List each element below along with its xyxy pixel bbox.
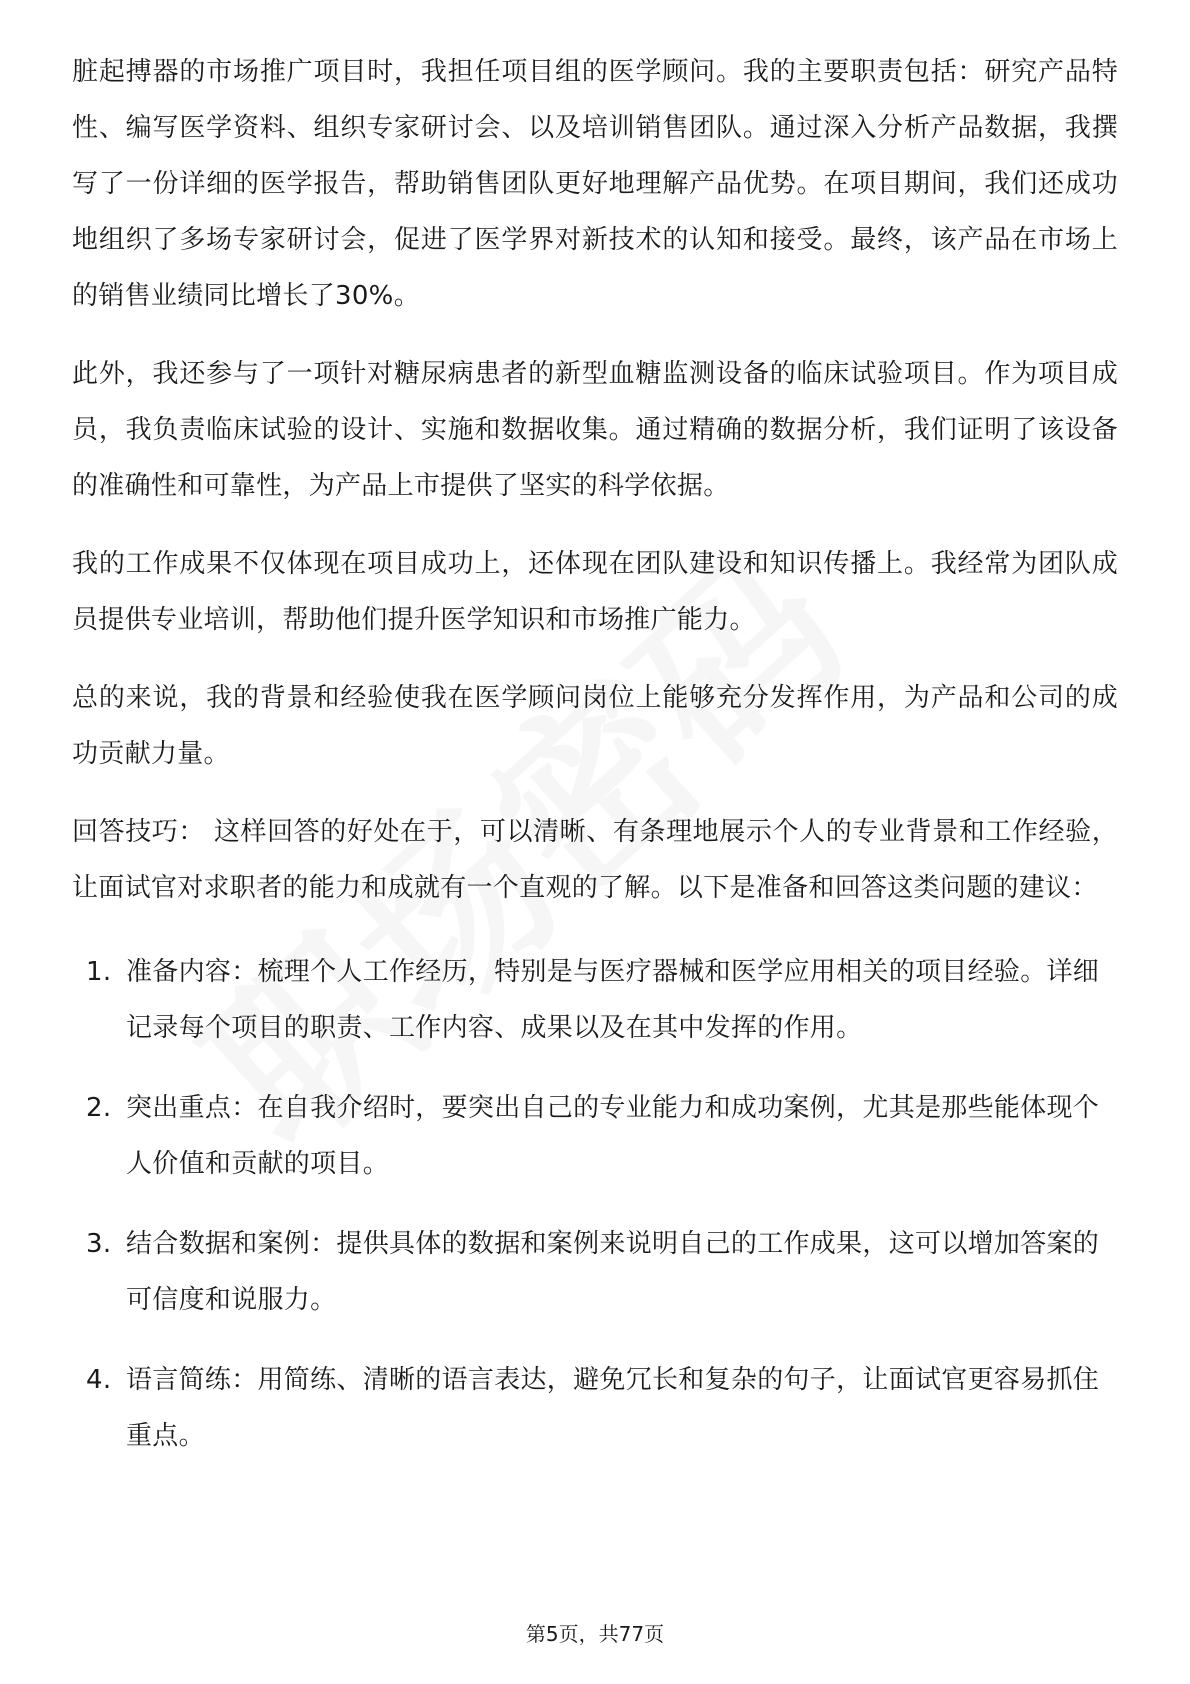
list-item-text: 结合数据和案例：提供具体的数据和案例来说明自己的工作成果，这可以增加答案的可信度和说服力。 (126, 1229, 1100, 1315)
document-body (72, 44, 1118, 1488)
paragraph: 我的工作成果不仅体现在项目成功上，还体现在团队建设和知识传播上。我经常为团队成员提供专业培训，帮助他们提升医学知识和市场推广能力。 (72, 549, 1118, 635)
list-item-text: 突出重点：在自我介绍时，要突出自己的专业能力和成功案例，尤其是那些能体现个人价值和贡献的项目。 (126, 1093, 1100, 1179)
list-item-number: 1. (86, 957, 112, 987)
page-number-footer: 第5页，共77页 (525, 1622, 665, 1646)
paragraph: 此外，我还参与了一项针对糖尿病患者的新型血糖监测设备的临床试验项目。作为项目成员，我负责临床试验的设计、实施和数据收集。通过精确的数据分析，我们证明了该设备的准确性和可靠性，为产品上市提供了坚实的科学依据。 (72, 359, 1118, 501)
list-item (72, 944, 1118, 1056)
list-item-number: 2. (86, 1093, 112, 1123)
list-item (72, 1352, 1118, 1464)
paragraph: 脏起搏器的市场推广项目时，我担任项目组的医学顾问。我的主要职责包括：研究产品特性、编写医学资料、组织专家研讨会、以及培训销售团队。通过深入分析产品数据，我撰写了一份详细的医学报告，帮助销售团队更好地理解产品优势。在项目期间，我们还成功地组织了多场专家研讨会，促进了医学界对新技术的认知和接受。最终，该产品在市场上的销售业绩同比增长了30%。 (72, 57, 1118, 311)
paragraph: 总的来说，我的背景和经验使我在医学顾问岗位上能够充分发挥作用，为产品和公司的成功贡献力量。 (72, 683, 1118, 769)
list-item-number: 4. (86, 1365, 112, 1395)
list-item (72, 1080, 1118, 1192)
answer-tips-paragraph: 回答技巧： 这样回答的好处在于，可以清晰、有条理地展示个人的专业背景和工作经验，让面试官对求职者的能力和成就有一个直观的了解。以下是准备和回答这类问题的建议： (72, 817, 1118, 903)
list-item (72, 1216, 1118, 1328)
list-item-text: 准备内容：梳理个人工作经历，特别是与医疗器械和医学应用相关的项目经验。详细记录每个项目的职责、工作内容、成果以及在其中发挥的作用。 (126, 957, 1100, 1043)
list-item-number: 3. (86, 1229, 112, 1259)
list-item-text: 语言简练：用简练、清晰的语言表达，避免冗长和复杂的句子，让面试官更容易抓住重点。 (126, 1365, 1100, 1451)
suggestion-list (72, 944, 1118, 1464)
